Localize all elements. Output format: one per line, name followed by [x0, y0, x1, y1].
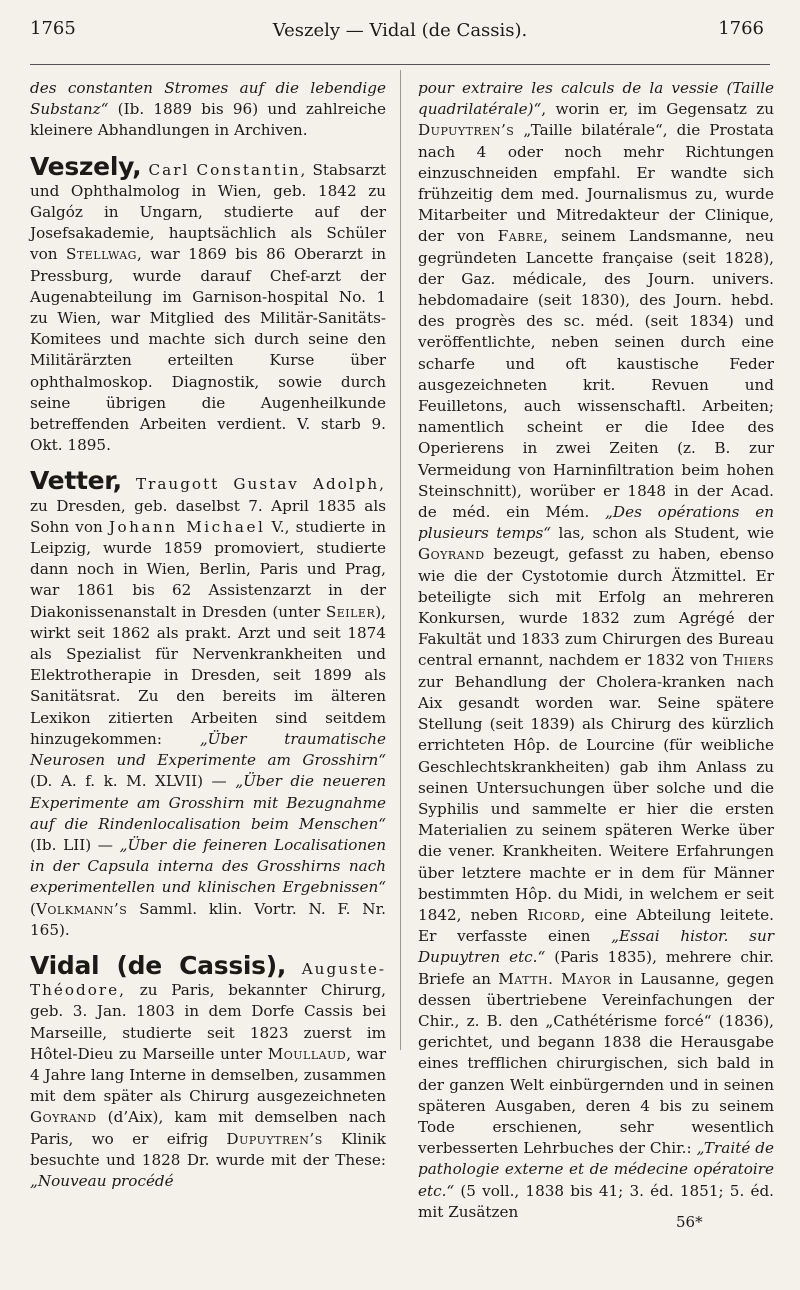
entry-text: , war 4 Jahre lang Interne in demselben, zusammen mit dem später als Chirurg ausgezeichneten [30, 1044, 386, 1106]
person-name: Dupuytren’s [418, 121, 515, 140]
entry-text: ), wirkt seit 1862 als prakt. Arzt und seit 1874 als Spezialist für Nervenkrankheiten und Elektrotherapie in Dresden, seit 1899 als Sanitätsrat. Zu den bereits im älteren Lexikon zitierten Arbeiten sind seitdem hinzugekommen: [30, 602, 386, 748]
left-column [30, 78, 386, 1192]
entry-text: V., studierte in Leipzig, wurde 1859 promoviert, studierte dann noch in Wien, Berlin, Paris und Prag, war 1861 bis 62 Assistenzarzt in der Diakonissenanstalt in Dresden (unter [30, 517, 386, 621]
entry-text: , war 1869 bis 86 Oberarzt in Pressburg, wurde darauf Chef-arzt der Augenabteilung im Garnison-hospital No. 1 zu Wien, war Mitglied des Militär-Sanitäts-Komitees und machte sich durch seine den Militärärzten erteilten Kurse über ophthalmoskop. Diagnostik, sowie durch seine übrigen die Augenheilkunde betreffenden Arbeiten verdient. V. starb 9. Okt. 1895. [30, 245, 387, 455]
signature-mark: 56* [676, 1213, 703, 1231]
work-title: „Über die neueren Experimente am Grosshirn mit Bezugnahme auf die Rindenlocalisation beim Menschen“ [30, 772, 387, 833]
entry-text: bezeugt, gefasst zu haben, ebenso wie die der Cystotomie durch Ätzmittel. Er beteiligte sich mit Erfolg an mehreren Konkursen, wurde 1832 zum Agrégé der Fakultät und 1833 zum Chirurgen des Bureau central ernannt, nachdem er 1832 von [418, 545, 774, 670]
entry-vidal-continued [418, 78, 774, 1223]
entry-vetter [30, 466, 387, 940]
person-name: Ricord [527, 905, 581, 924]
entry-text: Stabsarzt und Ophthalmolog in Wien, geb. 1842 zu Galgóz in Ungarn, studierte auf der Josefsakademie, hauptsächlich als Schüler von [30, 160, 387, 264]
work-title: „Nouveau procédé [30, 1171, 174, 1190]
entry-name: Veszely, [30, 151, 142, 181]
entry-text: , worin er, im Gegensatz zu [541, 100, 774, 119]
page-number-right: 1766 [718, 18, 764, 39]
work-title: pour extraire les calculs de la vessie (Taille quadrilatérale)“ [418, 79, 774, 119]
person-name: Dupuytren’s [226, 1129, 323, 1148]
entry-text: zur Behandlung der Cholera-kranken nach Aix gesandt worden war. Seine spätere Stellung (seit 1839) als Chirurg des kürzlich errichteten Hôp. de Lourcine (für weibliche Geschlechtskrankheiten) gab ihm Anlass zu seinen Untersuchungen über solche und die Syphilis und sammelte er hier die ersten Materialien zu seinem späteren Werke über die vener. Krankheiten. Weitere Erfahrungen über letztere machte er in dem für Männer bestimmten Hôp. du Midi, in welchem er seit 1842, neben [418, 672, 774, 924]
entry-text: Klinik besuchte und 1828 Dr. wurde mit der These: [30, 1129, 386, 1169]
person-name: Goyrand [30, 1108, 97, 1127]
entry-text: (d’Aix), kam mit demselben nach Paris, wo er eifrig [30, 1108, 386, 1148]
entry-text: (Paris 1835), mehrere chir. Briefe an [418, 948, 774, 988]
person-name: Moullaud [267, 1044, 347, 1063]
running-title: Veszely — Vidal (de Cassis). [272, 20, 528, 41]
entry-text: (D. A. f. k. M. XLVII) — [30, 772, 236, 791]
right-column [418, 78, 774, 1223]
entry-name: Vidal (de Cassis), [30, 950, 287, 980]
entry-text: Samml. klin. Vortr. N. F. Nr. 165). [30, 899, 386, 939]
given-names: Carl Constantin, [141, 160, 308, 179]
person-name: Stellwag [66, 245, 137, 264]
given-names: Traugott Gustav Adolph, [121, 475, 386, 494]
entry-text: , eine Abteilung leitete. Er verfasste einen [418, 905, 774, 946]
entry-veszely [30, 151, 387, 457]
person-name: Johann Michael [108, 517, 266, 536]
entry-text: ( [30, 899, 36, 918]
work-title: „Über traumatische Neurosen und Experimente am Grosshirn“ [30, 729, 386, 770]
person-name: Fabre [497, 227, 544, 246]
entry-text: las, schon als Student, wie [551, 524, 774, 543]
entry-text: zu Paris, bekannter Chirurg, geb. 3. Jan. 1803 in dem Dorfe Cassis bei Marseille, studierte seit 1823 zuerst im Hôtel-Dieu zu Marseille unter [30, 981, 386, 1063]
work-title: „Traité de pathologie externe et de médecine opératoire etc.“ [418, 1139, 774, 1200]
entry-text: (Ib. 1889 bis 96) und zahlreiche kleinere Abhandlungen in Archiven. [30, 100, 386, 140]
entry-name: Vetter, [30, 466, 122, 496]
person-name: Goyrand [418, 545, 485, 564]
page-number-left: 1765 [30, 18, 76, 39]
entry-vidal [30, 950, 386, 1192]
work-title: „Über die feineren Localisationen in der Capsula interna des Grosshirns nach experimentellen und klinischen Ergebnissen“ [30, 835, 386, 897]
person-name: Thiers [723, 651, 774, 670]
work-title: des constanten Stromes auf die lebendige Substanz“ [30, 79, 386, 119]
given-names: Auguste-Théodore, [30, 959, 386, 1000]
entry-text: , seinem Landsmanne, neu gegründeten Lancette française (seit 1828), der Gaz. médicale, des Journ. univers. hebdomadaire (seit 1830), des Journ. hebd. des progrès des sc. méd. (seit 1834) und veröffentlichte, neben seinen durch eine scharfe und oft kaustische Feder ausgezeichneten krit. Revuen und Feuilletons, auch wissenschaftl. Arbeiten; namentlich scheint er die Idee des Operierens in zwei Zeiten (z. B. zur Vermeidung von Harninfiltration beim hohen Steinschnitt), worüber er 1848 in der Acad. de méd. ein Mém. [418, 227, 774, 522]
column-divider [400, 70, 401, 1050]
entry-text: zu Dresden, geb. daselbst 7. April 1835 als Sohn von [30, 496, 386, 536]
person-name: Matth. Mayor [498, 969, 612, 988]
person-name: Seiler [325, 602, 376, 621]
entry-text: (Ib. LII) — [30, 835, 120, 854]
entry-text: (5 voll., 1838 bis 41; 3. éd. 1851; 5. éd. mit Zusätzen [418, 1181, 774, 1221]
header-rule [30, 64, 770, 65]
person-name: Volkmann’s [35, 899, 128, 918]
continued-entry [30, 78, 386, 142]
work-title: „Des opérations en plusieurs temps“ [418, 503, 774, 543]
entry-text: „Taille bilatérale“, die Prostata nach 4 oder noch mehr Richtungen einzuschneiden empfahl. Er wandte sich frühzeitig dem med. Journalismus zu, wurde Mitarbeiter und Mitredakteur der Clinique, der von [418, 121, 774, 246]
work-title: „Essai histor. sur Dupuytren etc.“ [418, 927, 774, 967]
entry-text: in Lausanne, gegen dessen übertriebene Vereinfachungen der Chir., z. B. den „Cathétérisme forcé“ (1836), gerichtet, und begann 1838 die Herausgabe eines trefflichen chirurgischen, sich bald in der ganzen Welt einbürgernden und in seinen späteren Ausgaben, deren 4 bis zu seinem Tode erschienen, sehr wesentlich verbesserten Lehrbuches der Chir.: [418, 969, 774, 1158]
